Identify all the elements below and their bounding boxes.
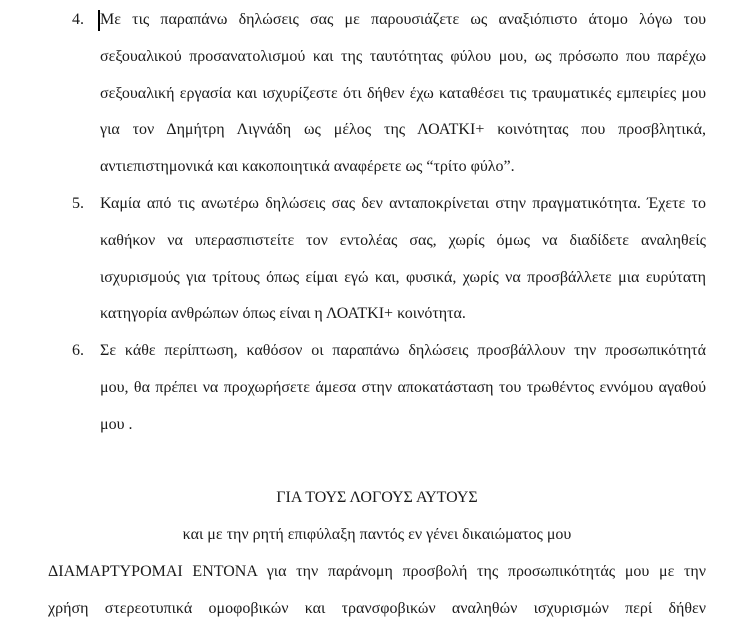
text-line: κατηγορία ανθρώπων όπως είναι η ΛΟΑΤΚΙ+ κοινότητα.	[100, 305, 466, 323]
blank-line	[48, 444, 706, 481]
closing-paragraph	[48, 554, 706, 628]
list-item-5	[72, 186, 706, 333]
text-line: αντιεπιστημονικά και κακοποιητικά αναφέρετε ως “τρίτο φύλο”.	[100, 158, 515, 176]
section-heading: ΓΙΑ ΤΟΥΣ ΛΟΓΟΥΣ ΑΥΤΟΥΣ	[276, 489, 478, 507]
list-item-6	[72, 333, 706, 443]
closing-lead: ΔΙΑΜΑΡΤΥΡΟΜΑΙ ΕΝΤΟΝΑ	[48, 562, 258, 580]
list-item-6-text	[100, 333, 706, 443]
text-line: Με τις παραπάνω δηλώσεις σας με παρουσιάζετε ως αναξιόπιστο άτομο λόγω του	[100, 11, 706, 28]
text-line: μου, θα πρέπει να προχωρήσετε άμεσα στην αποκατάσταση του τρωθέντος εννόμου αγαθού	[100, 378, 706, 396]
text-line	[48, 554, 706, 591]
closing-line1-rest: για την παράνομη προσβολή της προσωπικότητάς μου με την	[266, 562, 706, 580]
list-item-4-text	[100, 2, 706, 186]
text-line: χρήση στερεοτυπικά ομοφοβικών και τρανσφοβικών αναληθών ισχυρισμών περί δήθεν	[48, 599, 706, 617]
text-line: σεξουαλικού προσανατολισμού και της ταυτότητας φύλου μου, ως πρόσωπο που παρέχω	[100, 47, 706, 65]
text-line: καθήκον να υπερασπιστείτε τον εντολέας σας, χωρίς όμως να διαδίδετε αναληθείς	[100, 231, 706, 249]
text-line: σεξουαλική εργασία και ισχυρίζεστε ότι δήθεν έχω καταθέσει τις τραυματικές εμπειρίες μου	[100, 84, 706, 102]
list-number: 4.	[72, 11, 84, 28]
list-item-5-text	[100, 186, 706, 333]
text-line: μου .	[100, 415, 133, 433]
text-line: Καμία από τις ανωτέρω δηλώσεις σας δεν ανταποκρίνεται στην πραγματικότητα. Έχετε το	[100, 194, 706, 212]
rights-reservation-line: και με την ρητή επιφύλαξη παντός εν γένει δικαιώματος μου	[182, 526, 572, 544]
text-line: ισχυρισμούς για τρίτους όπως είμαι εγώ και, φυσικά, χωρίς να προσβάλλετε μια ευρύτατη	[100, 268, 706, 286]
list-number: 5.	[72, 194, 84, 212]
document-content[interactable]	[48, 2, 706, 628]
text-line: Σε κάθε περίπτωση, καθόσον οι παραπάνω δηλώσεις προσβάλλουν την προσωπικότητά	[100, 342, 706, 360]
list-item-4	[72, 2, 706, 186]
list-number: 6.	[72, 342, 84, 360]
text-cursor	[98, 10, 100, 31]
text-line: για τον Δημήτρη Λιγνάδη ως μέλος της ΛΟΑΤΚΙ+ κοινότητας που προσβλητικά,	[100, 121, 706, 139]
